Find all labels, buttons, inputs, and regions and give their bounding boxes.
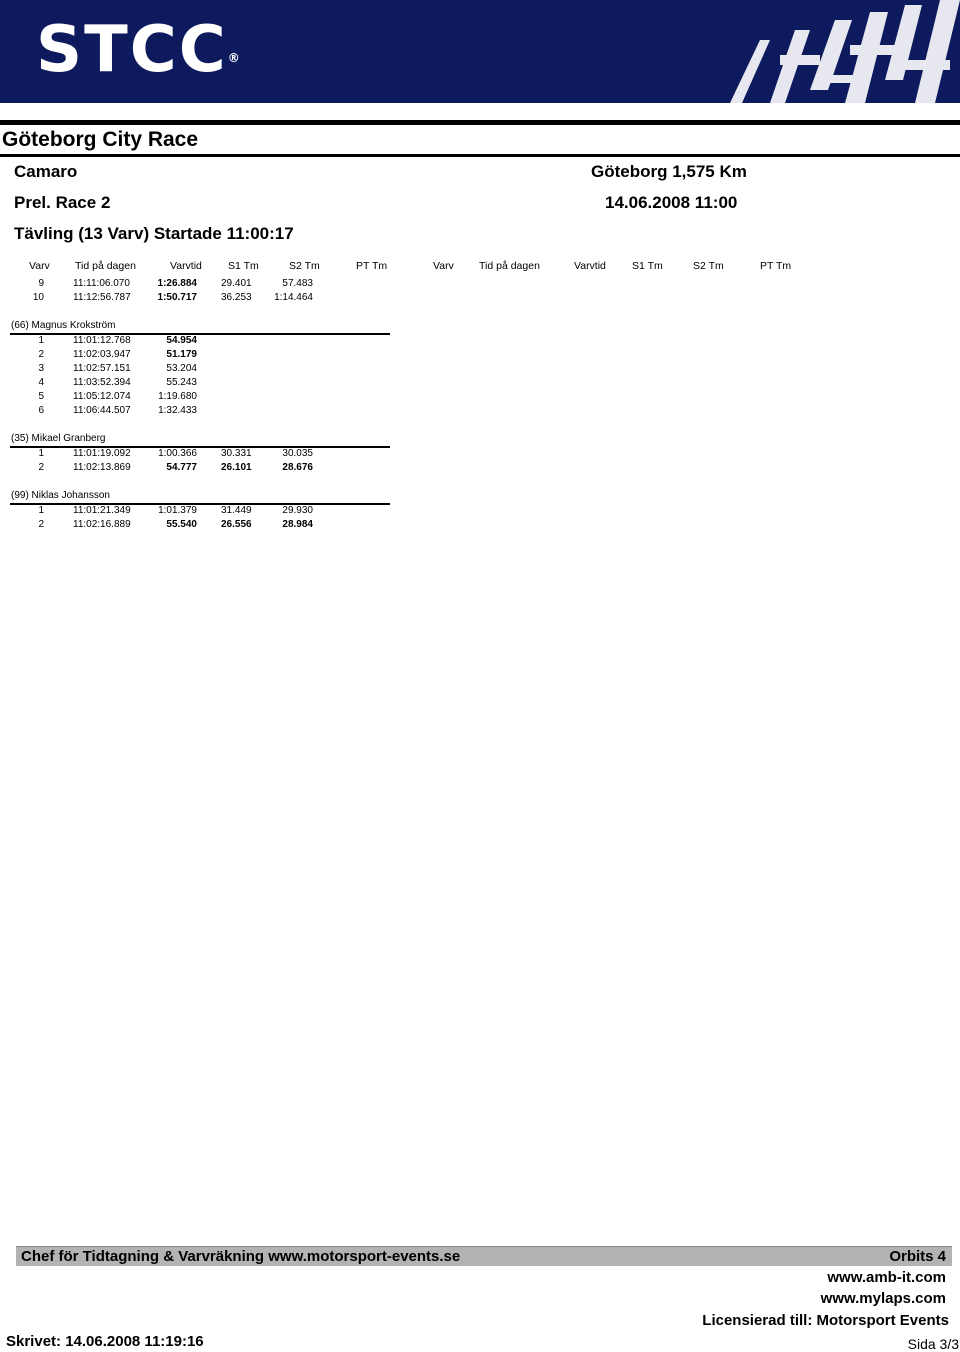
footer-chief: Chef för Tidtagning & Varvräkning www.motorsport-events.se	[21, 1248, 461, 1265]
lap-cell: 5	[38, 391, 44, 402]
laptime-cell: 1:32.433	[158, 405, 197, 416]
col-header: Tid på dagen	[75, 260, 136, 272]
group-rule	[10, 333, 390, 335]
class-name: Camaro	[14, 162, 78, 181]
footer-software: Orbits 4	[889, 1248, 946, 1265]
lap-cell: 2	[38, 349, 44, 360]
registered-mark: ®	[227, 51, 242, 65]
col-header: Varvtid	[170, 260, 202, 272]
tod-cell: 11:02:57.151	[73, 363, 131, 374]
footer-link-amb[interactable]: www.amb-it.com	[827, 1269, 946, 1286]
s2-cell: 28.984	[282, 519, 313, 530]
laptime-cell: 55.243	[166, 377, 197, 388]
col-header: PT Tm	[356, 260, 388, 272]
col-header: Varv	[29, 260, 50, 272]
laptime-cell: 1:26.884	[157, 278, 197, 289]
laptime-cell: 54.954	[166, 335, 197, 346]
lap-cell: 9	[38, 278, 44, 289]
driver-name: (35) Mikael Granberg	[11, 433, 106, 444]
col-header: S2 Tm	[693, 260, 724, 272]
group-rule	[10, 503, 390, 505]
lap-cell: 4	[38, 377, 44, 388]
tod-cell: 11:03:52.394	[73, 377, 131, 388]
laptime-cell: 1:00.366	[158, 448, 197, 459]
lap-cell: 2	[38, 462, 44, 473]
lap-cell: 3	[38, 363, 44, 374]
laptime-cell: 1:01.379	[158, 505, 197, 516]
tod-cell: 11:01:19.092	[73, 448, 131, 459]
laptime-cell: 1:50.717	[157, 292, 197, 303]
tod-cell: 11:02:16.889	[73, 519, 131, 530]
lap-cell: 10	[32, 292, 44, 303]
race-info: Tävling (13 Varv) Startade 11:00:17	[14, 224, 294, 243]
s2-cell: 30.035	[282, 448, 313, 459]
s1-cell: 29.401	[221, 278, 252, 289]
col-header: Varvtid	[574, 260, 606, 272]
tod-cell: 11:01:12.768	[73, 335, 131, 346]
s2-cell: 29.930	[282, 505, 313, 516]
footer-printed: Skrivet: 14.06.2008 11:19:16	[6, 1333, 204, 1350]
col-header: Varv	[433, 260, 454, 272]
header-rule	[0, 120, 960, 125]
tod-cell: 11:12:56.787	[73, 292, 131, 303]
lap-cell: 6	[38, 405, 44, 416]
lap-cell: 1	[38, 505, 44, 516]
s2-cell: 57.483	[282, 278, 313, 289]
col-header: S1 Tm	[228, 260, 259, 272]
col-header: S2 Tm	[289, 260, 320, 272]
tod-cell: 11:02:03.947	[73, 349, 131, 360]
s1-cell: 36.253	[221, 292, 252, 303]
driver-name: (99) Niklas Johansson	[11, 490, 110, 501]
lap-cell: 1	[38, 335, 44, 346]
col-header: S1 Tm	[632, 260, 663, 272]
s1-cell: 30.331	[221, 448, 252, 459]
laptime-cell: 1:19.680	[158, 391, 197, 402]
s1-cell: 26.556	[221, 519, 252, 530]
session-name: Prel. Race 2	[14, 193, 111, 212]
laptime-cell: 54.777	[166, 462, 197, 473]
tod-cell: 11:01:21.349	[73, 505, 131, 516]
footer-license: Licensierad till: Motorsport Events	[702, 1312, 949, 1329]
lap-cell: 2	[38, 519, 44, 530]
track-info: Göteborg 1,575 Km	[591, 162, 747, 181]
event-title: Göteborg City Race	[2, 128, 199, 151]
s1-cell: 26.101	[221, 462, 252, 473]
lap-cell: 1	[38, 448, 44, 459]
s2-cell: 28.676	[282, 462, 313, 473]
stcc-logo	[36, 13, 242, 87]
tod-cell: 11:06:44.507	[73, 405, 131, 416]
page-number: Sida 3/3	[907, 1336, 959, 1352]
footer-link-mylaps[interactable]: www.mylaps.com	[820, 1290, 946, 1307]
tod-cell: 11:02:13.869	[73, 462, 131, 473]
checkered-flag-graphic	[620, 0, 960, 103]
tod-cell: 11:05:12.074	[73, 391, 131, 402]
title-rule	[0, 154, 960, 157]
col-header: Tid på dagen	[479, 260, 540, 272]
laptime-cell: 55.540	[166, 519, 197, 530]
laptime-cell: 51.179	[166, 349, 197, 360]
logo-text: STCC	[36, 13, 228, 87]
header-banner	[0, 0, 960, 103]
col-header: PT Tm	[760, 260, 792, 272]
race-datetime: 14.06.2008 11:00	[605, 193, 738, 212]
s1-cell: 31.449	[221, 505, 252, 516]
group-rule	[10, 446, 390, 448]
s2-cell: 1:14.464	[274, 292, 313, 303]
tod-cell: 11:11:06.070	[73, 278, 130, 289]
laptime-cell: 53.204	[166, 363, 197, 374]
driver-name: (66) Magnus Krokström	[11, 320, 116, 331]
